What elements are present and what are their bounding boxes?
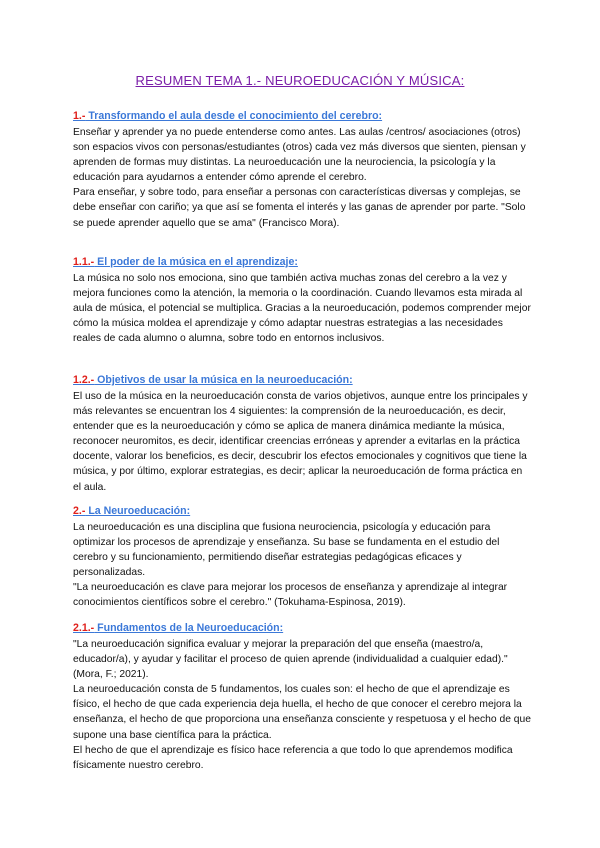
section-body <box>73 637 533 773</box>
page-title: RESUMEN TEMA 1.- NEUROEDUCACIÓN Y MÚSICA: <box>135 73 465 88</box>
paragraph: Enseñar y aprender ya no puede entenderse como antes. Las aulas /centros/ asociaciones (otros) son espacios vivos con personas/estudiantes (otros) cada vez más diversos que sienten, piensan y aprenden de formas muy distintas. La neuroeducación une la neurociencia, la psicología y la educación para ayudarnos a entender cómo aprende el cerebro. <box>73 127 526 184</box>
section-heading-text: Objetivos de usar la música en la neuroeducación: <box>94 374 353 386</box>
section-body <box>73 271 533 346</box>
section-number: 2.- <box>73 505 86 517</box>
paragraph: La neuroeducación consta de 5 fundamentos, los cuales son: el hecho de que el aprendizaje es físico, el hecho de que cada experiencia deja huella, el hecho de que conocer el cerebro mejora la enseñanza, el hecho de que proporciona una enseñanza consciente y respetuosa y el hecho de que supone una base científica para la práctica. <box>73 684 531 741</box>
section-heading <box>73 109 533 123</box>
section-1 <box>73 109 533 231</box>
paragraph: "La neuroeducación significa evaluar y mejorar la preparación del que enseña (maestro/a, educador/a), y ayudar y facilitar el proceso de quien aprende (individualidad a cualquier edad)." (Mora, F.; 2021). <box>73 639 508 681</box>
section-heading-text: Fundamentos de la Neuroeducación: <box>94 622 284 634</box>
section-1-2 <box>73 373 533 495</box>
section-body <box>73 389 533 495</box>
section-number: 1.2.- <box>73 374 95 386</box>
section-body <box>73 520 533 611</box>
section-2 <box>73 504 533 611</box>
section-heading <box>73 504 533 518</box>
section-heading <box>73 373 533 387</box>
paragraph: Para enseñar, y sobre todo, para enseñar a personas con características diversas y complejas, se debe enseñar con cariño; ya que así se fomenta el interés y las ganas de aprender por parte. "Solo se puede aprender aquello que se ama" (Francisco Mora). <box>73 187 526 229</box>
section-heading-text: El poder de la música en el aprendizaje: <box>94 256 298 268</box>
section-heading <box>73 621 533 635</box>
paragraph: "La neuroeducación es clave para mejorar los procesos de enseñanza y aprendizaje al integrar conocimientos científicos sobre el cerebro." (Tokuhama-Espinosa, 2019). <box>73 582 508 609</box>
paragraph: La música no solo nos emociona, sino que también activa muchas zonas del cerebro a la vez y mejora funciones como la atención, la memoria o la coordinación. Cuando llevamos esta mirada al aula de música, el potencial se multiplica. Gracias a la neuroeducación, podemos comprender mejor cómo la música moldea el aprendizaje y cómo adaptar nuestras estrategias a las necesidades reales de cada alumno o alumna, sobre todo en entornos inclusivos. <box>73 273 531 345</box>
section-heading-text: Transformando el aula desde el conocimiento del cerebro: <box>85 110 383 122</box>
section-1-1 <box>73 255 533 346</box>
section-heading-text: La Neuroeducación: <box>85 505 191 517</box>
paragraph: El uso de la música en la neuroeducación consta de varios objetivos, aunque entre los principales y más relevantes se encuentran los 4 siguientes: la comprensión de la neuroeducación, es decir, entender que es la neuroeducación y cómo se aplica de manera dinámica mediante la música, reconocer neuromitos, es decir, identificar creencias erróneas y aprender a evitarlas en la práctica docente, valorar los beneficios, es decir, descubrir los efectos emocionales y cognitivos que tiene la música, y por último, explorar estrategias, es decir; aplicar la neuroeducación de forma práctica en el aula. <box>73 391 528 493</box>
section-number: 1.- <box>73 110 86 122</box>
paragraph: La neuroeducación es una disciplina que fusiona neurociencia, psicología y educación para optimizar los procesos de aprendizaje y enseñanza. Su base se fundamenta en el estudio del cerebro y su funcionamiento, permitiendo diseñar estrategias pedagógicas eficaces y personalizadas. <box>73 522 500 579</box>
section-number: 2.1.- <box>73 622 95 634</box>
section-number: 1.1.- <box>73 256 95 268</box>
section-2-1 <box>73 621 533 773</box>
section-heading <box>73 255 533 269</box>
section-body <box>73 125 533 231</box>
paragraph: El hecho de que el aprendizaje es físico hace referencia a que todo lo que aprendemos modifica físicamente nuestro cerebro. <box>73 744 513 771</box>
